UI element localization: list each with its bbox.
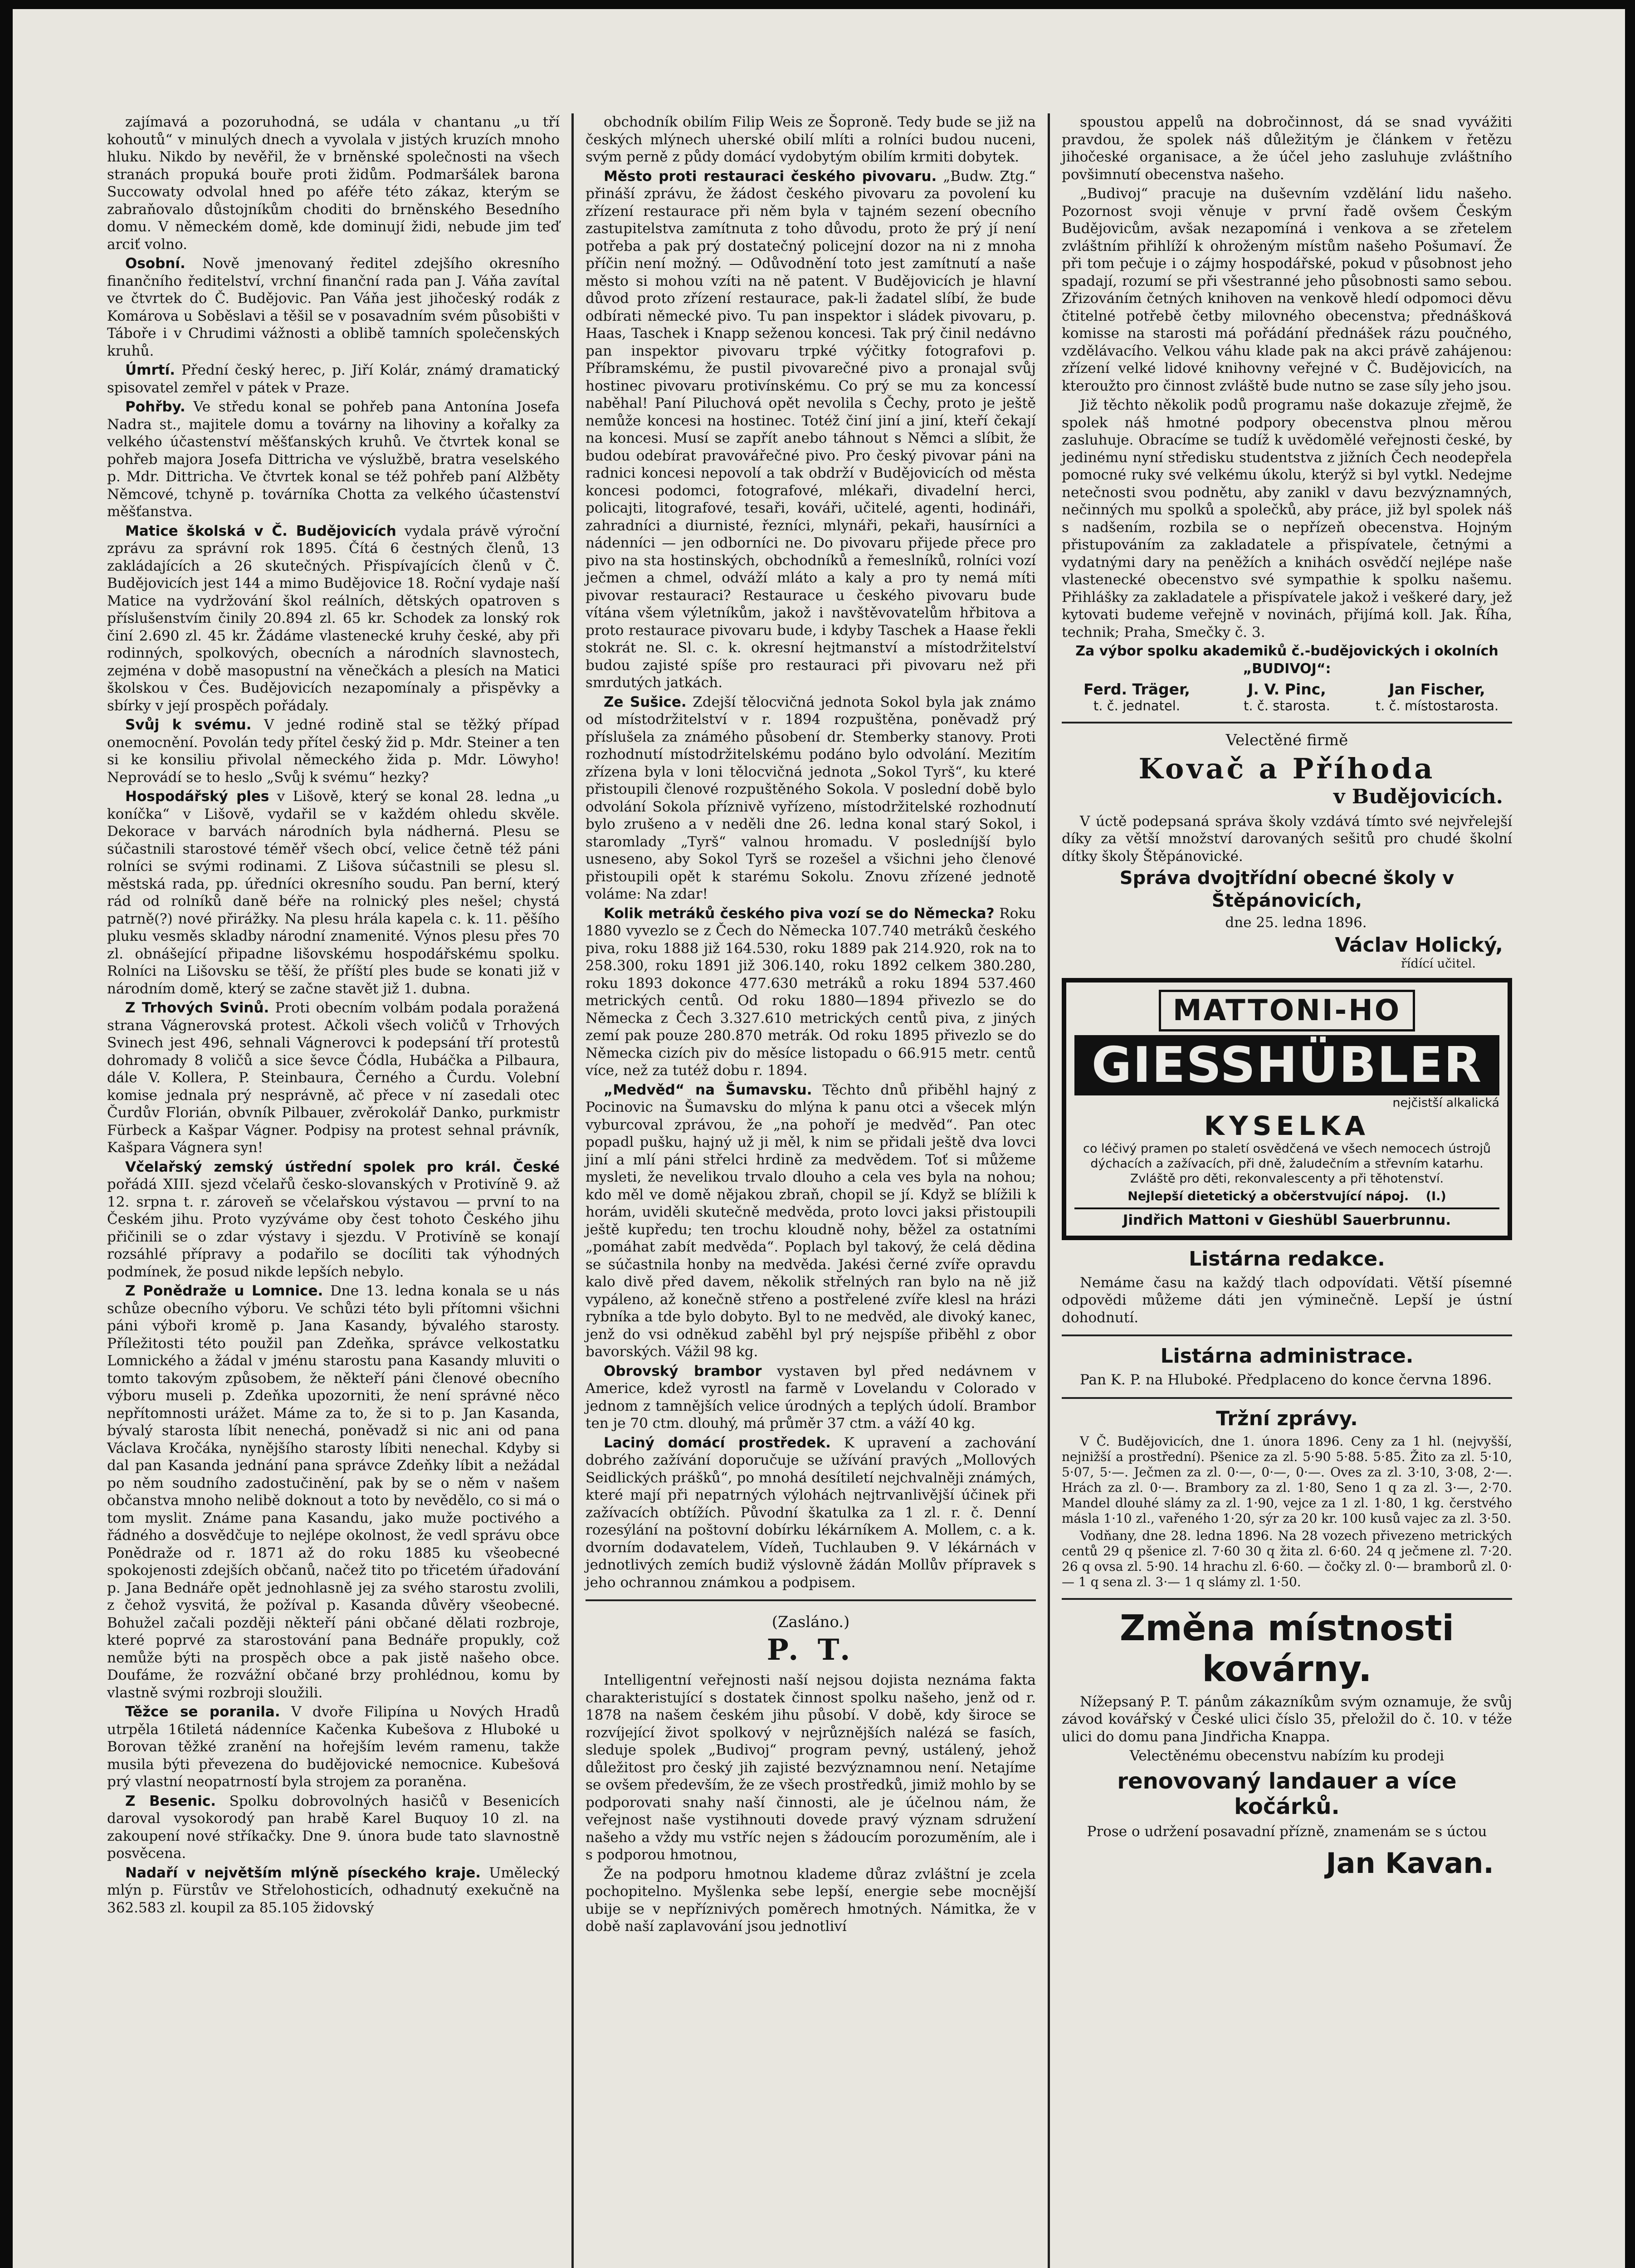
signer: Jan Fischer, t. č. místostarosta.: [1375, 680, 1499, 714]
article-paragraph: [107, 788, 560, 997]
article-lead: Laciný domácí prostředek.: [604, 1434, 831, 1451]
article-lead: Úmrtí.: [125, 362, 175, 378]
article-paragraph: [586, 113, 1036, 166]
article-paragraph: [107, 113, 560, 253]
article-lead: Nadaří v největším mlýně píseckého kraje.: [125, 1864, 481, 1881]
article-text: K upravení a zachování dobrého zažívání doporučuje se užívání pravých „Mollových Seidlických prášků“, po mnohá desítiletí nejchvalněji známých, které mají při nepatrných výlohách nejtrvanlivější účinek při zažívacích obtížích. Původní škatulka za 1 zl. r. č. Denní rozesýlání na poštovní dobírku lékárníkem A. Mollem, c. a k. dvorním dodavatelem, Vídeň, Tuchlauben 9. V lékárnách v jednotlivých zemích budiž výslovně žádán Mollův přípravek s jeho ochrannou známkou a podpisem.: [586, 1434, 1036, 1591]
article-lead: Těžce se poranila.: [125, 1704, 280, 1720]
divider: [1062, 1334, 1512, 1336]
mattoni-top-label: MATTONI-HO: [1159, 990, 1415, 1031]
article-lead: Osobní.: [125, 255, 185, 272]
mattoni-mark: (I.): [1425, 1189, 1446, 1203]
kyselka-label: KYSELKA: [1204, 1110, 1370, 1141]
article-text: V dvoře Filipína u Nových Hradů utrpěla 16tiletá nádenníce Kačenka Kubešova z Hluboké u Borovan těžké zranění na hořejším levém ramenu, takže musila býti převezena do budějovické nemocnice. Kubešová prý vlastní neopatrností byla strojem za poraněna.: [107, 1704, 560, 1790]
kovan-offer: renovovaný landauer a více kočárků.: [1117, 1768, 1457, 1819]
article-paragraph: [107, 1703, 560, 1791]
article-lead: „Medvěd“ na Šumavsku.: [604, 1081, 812, 1098]
divider: [1062, 722, 1512, 723]
article-text: Již těchto několik podů programu naše dokazuje zřejmě, že spolek náš hmotné podpory obecenstva plnou měrou zasluhuje. Obracíme se tudíž k uvědomělé veřejnosti české, by jedinému nyní středisku studentstva z jižních Čech neodepřela pomocné ruky své velkému úkolu, kterýž si byl vytkl. Nedejme netečnosti svou podnětu, aby zanikl v davu bezvýznamných, nečinných mu spolků a společků, aby práce, již byl spolek náš s nadšením, rozbila se o nepřízeň obecenstva. Hojným přistupováním za zakladatele a přispívatele, četnými a vydatnými dary na peněžích a knihách osvědčí nejlépe naše vlastenecké obecenstvo své sympathie k spolku našemu. Přihlášky za zakladatele a přispívatele jakož i veškeré dary, jež kytovati budeme veřejně v novinách, přijímá koll. Jak. Říha, technik; Praha, Smečky č. 3.: [1062, 397, 1512, 640]
article-text: Spolku dobrovolných hasičů v Besenicích daroval vysokorodý pan hrabě Karel Buquoy 10 zl. na zakoupení nové stříkačky. Dne 9. února bude tato slavnostně posvěcena.: [107, 1793, 560, 1862]
newspaper-page: [13, 9, 1625, 2268]
article-paragraph: [107, 1158, 560, 1281]
article-lead: Ze Sušice.: [604, 694, 687, 710]
column-2-articles: [586, 113, 1036, 1591]
article-text: „Budw. Ztg.“ přináší zprávu, že žádost českého pivovaru za povolení ku zřízení restaurace při něm byla v tajném sezení obecního zastupitelstva zamítnuta z toho důvodu, proto že prý jí není potřeba a pak prý dostatečný policejní dozor na ni z mnoha příčin není možný. — Odůvodnění toto jest zamítnutí a naše město si mohou vzíti na ně patent. V Budějovicích je hlavní důvod proto zřízení restaurace, pak-li žadatel slíbí, že bude odbírati německé pivo. Tu pan inspektor i sládek pivovaru, p. Haas, Taschek i Knapp seženou koncesi. Tak prý činil nedávno pan inspektor pivovaru trpké výčitky fotografovi p. Příbramskému, že pustil pivovarečné pivo a pronajal svůj hostinec pivovaru protivínskému. Co prý se mu za koncessí naběhal! Paní Piluchová opět nevolila s Čechy, proto je ještě nemůže koncesi na hostinec. Totéž činí jiní a jiní, kteří čekají na koncesi. Musí se zapřít anebo táhnout s Němci a slíbit, že budou odebírat pravovářečné pivo. Pro český pivovar páni na radnici koncesi nepovolí a tak obdrží v Budějovicích od města koncesi podomci, fotografové, mlékaři, divadelní herci, policajti, litografové, tesaři, kováři, učitelé, agenti, hodináři, zahradníci a diurnisté, řezníci, mlynáři, pekaři, hausírníci a nádenníci — jen odborníci ne. Do pivovaru přijede přece pro pivo na sta hostinských, obchodníků a řemeslníků, rolníci vozí ječmen a chmel, odváží mláto a kaly a pro ty nemá míti pivovar restauraci? Restaurace u českého pivovaru bude vítána všem výletníkům, jakož i navštěvovatelům hřbitova a proto restaurace pivovaru bude, i kdyby Taschek a Haase řekli stokrát ne. Sl. c. k. okresní hejtmanství a místodržitelství budou zajisté spíše pro restauraci při pivovaru než při smrdutých jatkách.: [586, 168, 1036, 691]
article-lead: Pohřby.: [125, 399, 185, 415]
article-text: obchodník obilím Filip Weis ze Šoproně. Tedy bude se již na českých mlýnech uherské obilí mlíti a rolníci budou nuceni, svým perně z půdy domácí vydobytým obilím krmiti dobytek.: [586, 114, 1036, 165]
article-paragraph: [107, 1793, 560, 1862]
article-paragraph: [107, 255, 560, 360]
divider: [1062, 1598, 1512, 1600]
mattoni-footer: Jindřich Mattoni v Gieshübl Sauerbrunnu.: [1074, 1207, 1499, 1228]
budivoj-signers: [1062, 680, 1512, 714]
article-paragraph: [107, 1282, 560, 1701]
kovan-heading: Změna místnosti kovárny.: [1119, 1608, 1454, 1690]
divider: [586, 1599, 1036, 1601]
article-text: Přední český herec, p. Jiří Kolár, známý dramatický spisovatel zemřel v pátek v Praze.: [107, 362, 560, 396]
article-paragraph: [586, 905, 1036, 1080]
column-3-articles: [1062, 113, 1512, 641]
article-text: Proti obecním volbám podala poražená strana Vágnerovská protest. Ačkoli všech voličů v Trhových Svinech jest 496, sehnali Vágnerovci k podepsání tří protestů dohromady 8 voličů a sice ševce Čódla, Hubáčka a Pilbaura, dále V. Kollera, P. Steinbaura, Černého a Čurdu. Volební komise jednala prý nesprávně, ač přece v ní zasedali otec Čurdův Florián, obvník Pilbauer, zvěrokolář Danko, purkmistr Fürbeck a Kašpar Vágner. Podpisy na protest sehnal právník, Kašpara Vágnera syn!: [107, 1000, 560, 1156]
article-lead: Svůj k svému.: [125, 717, 252, 733]
listarna-admin-heading: Listárna administrace.: [1160, 1344, 1414, 1368]
article-text: Nově jmenovaný ředitel zdejšího okresního finančního ředitelství, vrchní finanční rada pan J. Váňa zavítal ve čtvrtek do Č. Budějovic. Pan Váňa jest jihočeský rodák z Komárova u Soběslavi a těšil se v posavadním svém působišti v Táboře i v Chrudimi vážnosti a oblibě tamních společenských kruhů.: [107, 255, 560, 359]
divider: [1062, 1397, 1512, 1399]
article-paragraph: [1062, 113, 1512, 183]
article-paragraph: [107, 999, 560, 1157]
kovan-offer-intro: Velectěnému obecenstvu nabízím ku prodeji: [1129, 1748, 1445, 1764]
zaslano-paragraph: Intelligentní veřejnosti naší nejsou dojista neznáma fakta charakteristující s dostatek činnost spolku našeho, jenž od r. 1878 na našem českém jihu působí. V době, kdy široce se rozvíjející život spolkový v nejrůznějších nalézá se fasích, sleduje spolek „Budivoj“ program pevný, ustálený, jehož důležitost pro český jih zajisté bezvýznamnou není. Netajíme se ovšem především, že ze všech prostředků, jimiž mohlo by se podporovati snahy naší činnosti, ale je účelnou nám, že veřejnost naše vystihnouti dovede pravý význam sdružení našeho a vždy mu vstříc nejen s žádoucím porozuměním, ale i s podporou hmotnou,: [586, 1672, 1036, 1863]
column-1: [95, 113, 571, 2268]
trzni-text-2: Vodňany, dne 28. ledna 1896. Na 28 vozech přivezeno metrických centů 29 q pšenice zl. 7·60 30 q žita zl. 6·60. 24 q ječmene zl. 7·20. 26 q ovsa zl. 5·90. 14 hrachu zl. 6·60. — čočky zl. 0·— bramborů zl. 0·— 1 q sena zl. 3·— 1 q slámy zl. 1·50.: [1062, 1528, 1512, 1589]
article-paragraph: [107, 716, 560, 786]
article-paragraph: [107, 362, 560, 396]
column-3: [1048, 113, 1524, 2268]
kovan-text: Nížepsaný P. T. pánům zákazníkům svým oznamuje, že svůj závod kovářský v České ulici číslo 35, přeložil do č. 10. v téže ulici do domu pana Jindřicha Knappa.: [1062, 1693, 1512, 1745]
trzni-text: V Č. Budějovicích, dne 1. února 1896. Ceny za 1 hl. (nejvyšší, nejnižší a prostřední). Pšenice za zl. 5·90 5·88. 5·85. Žito za zl. 5·10, 5·07, 5·—. Ječmen za zl. 0·—, 0·—, 0·—. Oves za zl. 3·10, 3·08, 2·—. Hrách za zl. 0·—. Brambory za zl. 1·80, Seno 1 q za zl. 3·—, 2·70. Mandel dlouhé slámy za zl. 1·90, vejce za 1 zl. 1·80, 1 kg. čerstvého másla 1·10 zl., vařeného 1·20, sýr za 20 kr. 100 kusů vajec za zl. 3·50.: [1062, 1433, 1512, 1526]
listarna-admin-text: Pan K. P. na Hluboké. Předplaceno do konce června 1896.: [1080, 1372, 1492, 1388]
article-paragraph: [107, 398, 560, 521]
article-paragraph: [586, 1081, 1036, 1361]
kovac-signer-role: řídící učitel.: [1401, 956, 1476, 971]
article-lead: Město proti restauraci českého pivovaru.: [604, 168, 937, 185]
kovac-text: V úctě podepsaná správa školy vzdává tímto své nejvřelejší díky za větší množství darovaných sešitů pro chudé školní dítky školy Štěpánovické.: [1062, 813, 1512, 865]
kovac-signer: Václav Holický,: [1335, 933, 1503, 957]
mattoni-subtitle: nejčistší alkalická: [1392, 1095, 1499, 1110]
article-paragraph: [586, 694, 1036, 903]
article-text: zajímavá a pozoruhodná, se udála v chantanu „u tří kohoutů“ v minulých dnech a vyvolala v jistých kruzích mnoho hluku. Nikdo by nevěřil, že v brněnské společnosti na všech stranách propuká bouře proti židům. Podmaršálek barona Succowaty odvolal hned po aféře této zákaz, kterým se zabraňovalo důstojníkům choditi do brněnského Besedního domu. V německém domě, kde dominují židi, nebude jim teď arciť volno.: [107, 114, 560, 253]
article-text: vydala právě výroční zprávu za správní rok 1895. Čítá 6 čestných členů, 13 zakládajících a 26 skutečných. Přispívajících členů v Č. Budějovicích jest 144 a mimo Budějovice 18. Roční vydaje naší Matice na vydržování škol reálních, dětských opatroven s příslušenstvím činily 20.894 zl. 65 kr. Schodek za lonský rok činí 2.690 zl. 45 kr. Žádáme vlastenecké kruhy české, aby při rodinných, spolkových, obecních a národních slavnostech, zejména v době masopustní na věnečkách a plesích na Matici školskou v Čes. Budějovicích nezapomínaly a přispěvky a sbírky v její prospěch pořádaly.: [107, 523, 560, 714]
article-text: Zdejší tělocvičná jednota Sokol byla jak známo od místodržitelství v r. 1894 rozpuštěna, poněvadž prý příslušela za známého působení dr. Stemberky stanovy. Proti rozhodnutí místodržitelskému podáno bylo odvolání. Mezitím zřízena byla v loni tělocvičná jednota „Sokol Tyrš“, ku které přistoupili členové rozpuštěného Sokola. V poslední době bylo odvolání Sokola příznivě vyřízeno, místodržitelské rozhodnutí bylo zrušeno a v neděli dne 26. ledna konal starý Sokol, i staromlady „Tyrš“ valnou hromadu. V posledníjší bylo usneseno, aby Sokol Tyrš se rozešel a všichni jeho členové přistoupili opět k starému Sokolu. Znovu zřízené jednotě voláme: Na zdar!: [586, 694, 1036, 902]
article-lead: Z Besenic.: [125, 1793, 216, 1809]
signer: J. V. Pinc, t. č. starosta.: [1244, 680, 1330, 714]
article-paragraph: [586, 168, 1036, 692]
giesshubler-brand: GIESSHÜBLER: [1074, 1035, 1499, 1095]
kovac-location: v Budějovicích.: [1333, 785, 1503, 808]
article-text: Ve středu konal se pohřeb pana Antonína Josefa Nadra st., majitele domu a továrny na lihoviny a kořalky za velkého účastenství měšťanských kruhů. Ve čtvrtek konal se pohřeb majora Josefa Dittricha ve výslužbě, bratra veselského p. Mdr. Dittricha. Ve čtvrtek konal se též pohřeb paní Alžběty Němcové, tchyně p. továrníka Chotta za velkého účastenství měšťanstva.: [107, 399, 560, 520]
article-paragraph: [586, 1434, 1036, 1592]
article-text: vystaven byl před nedávnem v Americe, kdež vyrostl na farmě v Lovelandu v Colorado v jednom z tamnějších velice úrodných a teplých údolí. Brambor ten je 70 ctm. dlouhý, má průměr 37 ctm. a váží 40 kg.: [586, 1363, 1036, 1432]
article-paragraph: [1062, 185, 1512, 395]
article-paragraph: [586, 1363, 1036, 1432]
budivoj-heading: Za výbor spolku akademiků č.-budějovických i okolních „BUDIVOJ“:: [1075, 643, 1498, 677]
column-2: [571, 113, 1048, 2268]
article-text: v Lišově, který se konal 28. ledna „u koníčka“ v Lišově, vydařil se v každém ohledu skvěle. Dekorace v barvách národních byla nádherná. Plesu se súčastnili starostové téměř všech obcí, velice četně též páni rolníci se svými rodinami. Z Lišova súčastnili se plesu sl. městská rada, pp. úředníci okresního soudu. Pan berní, který rád od rolníků daně béře na rolnický ples nešel; chystá patrně(?) nové přirážky. Na plesu hrála kapela c. k. 11. pěšího pluku vesměs skladby národní znamenité. Výnos plesu přes 70 zl. obnášející připadne lišovskému hospodářskému spolku. Rolníci na Lišovsku se těší, že příští ples bude se konati již v národním domě, který se začne stavět již 1. dubna.: [107, 788, 560, 997]
zaslano-paragraph: Že na podporu hmotnou klademe důraz zvláštní je zcela pochopitelno. Myšlenka sebe lepší, energie sebe mocnější ubije se v nepříznivých poměrech hmotných. Námitka, že v době naší zaplavování jsou jednotliví: [586, 1866, 1036, 1935]
kovan-name: Jan Kavan.: [1326, 1847, 1494, 1880]
article-paragraph: [107, 1864, 560, 1917]
article-text: spoustou appelů na dobročinnost, dá se snad vyvážiti pravdou, že spolek náš důležitým je článkem v řetězu jihočeské organisace, a že účel jeho zasluhuje zvláštního povšimnutí obecenstva našeho.: [1062, 114, 1512, 183]
kovac-date: dne 25. ledna 1896.: [1225, 914, 1367, 931]
article-text: Dne 13. ledna konala se u nás schůze obecního výboru. Ve schůzi této byli přítomni všichni páni výboři kromě p. Jana Kasandy, bývalého starosty. Příležitosti této použil pan Zdeňka, správce velkostatku Lomnického a žádal v jménu starostu pana Kasandy mluviti o tomto takovým způsobem, že někteří páni členové obecního výboru museli p. Zdeňka upozorniti, že není správné něco nepřítomnosti urážet. Máme za to, že si to p. Jan Kasanda, bývalý starosta líbit nenechá, poněvadž si nic ani od pana Václava Kročáka, nynějšího starosty líbiti nenechal. Kdyby si dal pan Kasanda jednání pana správce Zdeňky líbit a nežádal po něm soudního zadostučinění, pak by se o něm v našem občanstva mnoho nelibě doknout a toto by nevědělo, co si má o tom myslit. Známe pana Kasandu, jako muže poctivého a řádného a dosvědčuje to nejlépe okolnost, že vedl správu obce Ponědraže od r. 1871 až do roku 1885 ku všeobecné spokojenosti zdejších občanů, načež tito po třicetém úřadování p. Jana Bednáře opět jednohlasně jej za svého starostu zvolili, z čehož vysvitá, že požíval p. Kasanda důvěry všeobecné. Bohužel začali později někteří páni občané dělati rozbroje, které poprvé za starostování pana Bednáře propukly, což nemůže býti na prospěch obce a pak jistě našeho obce. Doufáme, že rozvážní občané brzy prohlédnou, komu by vlastně svými rozbroji sloužili.: [107, 1283, 560, 1701]
kovac-school: Správa dvojtřídní obecné školy v Štěpánovicích,: [1119, 868, 1454, 911]
signer: Ferd. Träger, t. č. jednatel.: [1083, 680, 1190, 714]
article-lead: Z Ponědraže u Lomnice.: [125, 1283, 323, 1299]
article-lead: Hospodářský ples: [125, 788, 269, 805]
article-lead: Matice školská v Č. Budějovicích: [125, 523, 396, 539]
trzni-heading: Tržní zprávy.: [1216, 1407, 1358, 1430]
article-text: Roku 1880 vyvezlo se z Čech do Německa 107.740 metráků českého piva, roku 1888 již 164.530, roku 1889 pak 214.920, rok na to 258.300, roku 1891 již 306.140, roku 1892 celkem 380.280, roku 1893 dokonce 477.630 metráků a roku 1894 537.460 metrických centů. Od roku 1880—1894 přivezlo se do Německa z Čech 3.327.610 metrických centů piva, z jiných zemí pak pouze 280.870 metrák. Od roku 1895 přivezlo se do Německa cizích piv do měsíce listopadu o 66.915 metr. centů více, než za tutéž dobu r. 1894.: [586, 905, 1036, 1079]
article-lead: Včelařský zemský ústřední spolek pro král. České: [125, 1158, 560, 1175]
kovac-firm-name: Kovač a Příhoda: [1138, 752, 1435, 785]
mattoni-body: co léčivý pramen po staletí osvědčená ve všech nemocech ústrojů dýchacích a zažívacích, při dně, žaludečním a střevním katarhu. Zvláště pro děti, rekonvalescenty a při těhotenství.: [1083, 1141, 1491, 1186]
columns: [95, 113, 1524, 2268]
kovan-closing: Prose o udržení posavadní přízně, znamenám se s úctou: [1087, 1823, 1487, 1840]
article-text: Umělecký mlýn p. Fürstův ve Střelohosticích, odhadnutý exekučně na 362.583 zl. koupil za 85.105 židovský: [107, 1864, 560, 1916]
kovac-intro: Velectěné firmě: [1225, 731, 1348, 749]
article-lead: Z Trhových Svinů.: [125, 1000, 269, 1016]
article-text: „Budivoj“ pracuje na duševním vzdělání lidu našeho. Pozornost svoji věnuje v první řadě ovšem Českým Budějovicům, avšak nezapomíná i venkova a se zřetelem zvláštním přihlíží k ohroženým místům našeho Pošumaví. Že při tom pečuje i o zájmy hospodářské, pokud v působnost jeho spadají, rozumí se při všestranné jeho působnosti samo sebou. Zřizováním četných knihoven na venkově hledí odpomoci děvu čtitelné potřebě četby milovného obecenstva; přednášková komisse na starosti má pořádání přednášek rázu poučného, vzdělávacího. Velkou váhu klade pak na akci právě zahájenou: zřízení velké lidové knihovny veřejné v Č. Budějovicích, na kteroužto pro činnost zvláště bude nutno se zase síly jeho jsou.: [1062, 186, 1512, 394]
zaslano-label: (Zasláno.): [771, 1613, 850, 1631]
pt-heading: P. T.: [766, 1633, 855, 1667]
mattoni-advertisement: [1062, 978, 1512, 1240]
article-paragraph: [1062, 396, 1512, 641]
mattoni-tagline: Nejlepší dietetický a občerstvující nápoj. (I.): [1127, 1189, 1446, 1203]
article-text: Těchto dnů přiběhl hajný z Pocinovic na Šumavsku do mlýna k panu otci a všecek mlýn vyburcoval zprávou, že „na pohoří je medvěd“. Pan otec popadl pušku, hajný už ji měl, k nim se přidali ještě dva lovci jiní a mlí páni střelci hrdině za medvědem. Toť si můžeme mysleti, že nevelikou trvalo dlouho a cela ves byla na nohou; kdo měl ve domě nějakou zbraň, chopil se jí. Když se blížili k horám, uviděli skutečně medvěda, proto lovci jaksi přistoupili ještě kupředu; ten trochu kloudně nohy, běžel za ostatními „pomáhat zabít medvěda“. Poplach byl takový, že celá dědina se súčastnila honby na medvěda. Jakési černé zvíře opravdu kalo divě před davem, několik střelných ran bylo na ně již vypáleno, až konečně střeno a postřelené zvíře klesl na hrázi rybníka a tde bylo dobyto. Byl to ne medvěd, ale divoký kanec, jenž do vsi odněkud zaběhl byl prý nejspíše přiběhl z obor bavorských. Vážil 98 kg.: [586, 1081, 1036, 1360]
listarna-redakce-heading: Listárna redakce.: [1189, 1247, 1385, 1271]
article-paragraph: [107, 523, 560, 715]
article-lead: Obrovský brambor: [604, 1363, 762, 1379]
article-text: pořádá XIII. sjezd včelařů česko-slovanských v Protivíně 9. až 12. srpna t. r. zároveň se včelařskou výstavou — první to na Českém jihu. Proto vyzýváme oby čest tohoto Českého jihu přičinili se o zdar výstavy i sjezdu. V Protivíně se konají rozsáhlé přípravy a podařilo se docíliti tak výhodných podmínek, že posud nikde lepších nebylo.: [107, 1176, 560, 1280]
article-lead: Kolik metráků českého piva vozí se do Německa?: [604, 905, 995, 922]
article-text: V jedné rodině stal se těžký případ onemocnění. Povolán tedy přítel český žid p. Mdr. Steiner a ten si ke konsiliu přivolal německého žida p. Mdr. Löwyho! Neprovádí se to heslo „Svůj k svému“ hezky?: [107, 717, 560, 786]
listarna-redakce-text: Nemáme času na každý tlach odpovídati. Větší písemné odpovědi můžeme dáti jen výminečně. Lepší je ústní dohodnutí.: [1062, 1274, 1512, 1326]
